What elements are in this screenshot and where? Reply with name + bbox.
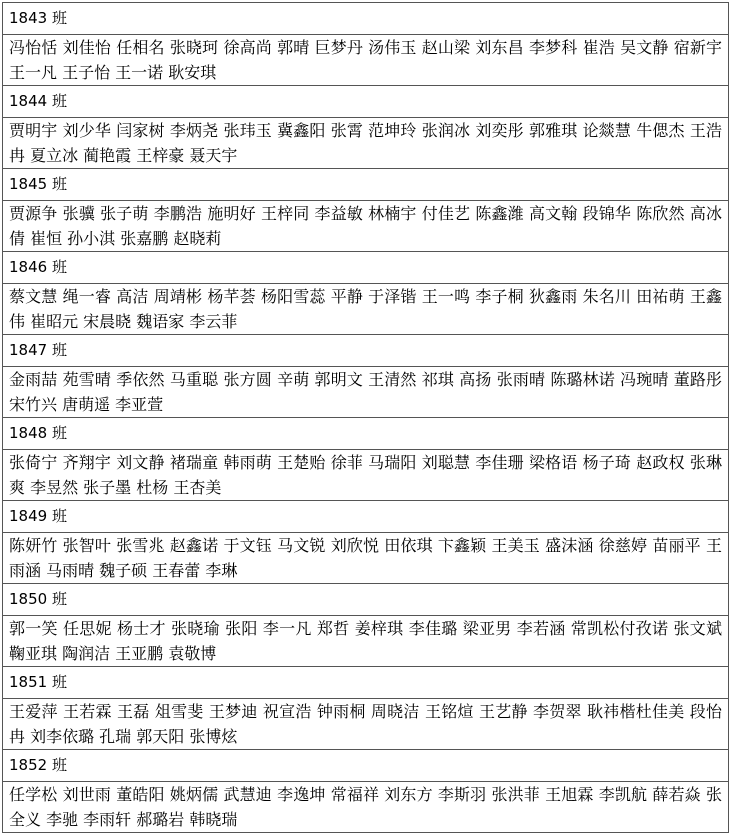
class-name: 1847 班 xyxy=(3,335,729,367)
student-names: 蔡文慧 绳一睿 高洁 周靖彬 杨芊荟 杨阳雪蕊 平静 于泽锴 王一鸣 李子桐 狄鑫雨 朱名川 田祐萌 王鑫伟 崔昭元 宋晨晓 魏语家 李云菲 xyxy=(3,284,729,335)
student-names-row xyxy=(3,450,729,501)
student-names-row xyxy=(3,616,729,667)
class-header-row xyxy=(3,584,729,616)
class-name: 1850 班 xyxy=(3,584,729,616)
student-names-row xyxy=(3,284,729,335)
student-names: 任学松 刘世雨 董皓阳 姚炳儒 武慧迪 李逸坤 常福祥 刘东方 李斯羽 张洪菲 王旭霖 李凯航 薛若焱 张全义 李驰 李雨轩 郝璐岩 韩晓瑞 xyxy=(3,782,729,833)
class-roster-table xyxy=(2,2,729,833)
class-header-row xyxy=(3,418,729,450)
class-name: 1849 班 xyxy=(3,501,729,533)
class-name: 1848 班 xyxy=(3,418,729,450)
student-names: 张倚宁 齐翔宇 刘文静 褚瑞童 韩雨萌 王楚贻 徐菲 马瑞阳 刘聪慧 李佳珊 梁格语 杨子琦 赵政权 张琳爽 李昱然 张子墨 杜杨 王杏美 xyxy=(3,450,729,501)
class-header-row xyxy=(3,335,729,367)
student-names-row xyxy=(3,699,729,750)
student-names: 贾明宇 刘少华 闫家树 李炳尧 张玮玉 冀鑫阳 张霄 范坤玲 张润冰 刘奕彤 郭雅琪 论燚慧 牛偲杰 王浩冉 夏立冰 蔺艳霞 王梓豪 聂天宇 xyxy=(3,118,729,169)
student-names-row xyxy=(3,782,729,833)
class-name: 1845 班 xyxy=(3,169,729,201)
class-name: 1852 班 xyxy=(3,750,729,782)
class-name: 1846 班 xyxy=(3,252,729,284)
class-header-row xyxy=(3,501,729,533)
student-names-row xyxy=(3,118,729,169)
student-names-row xyxy=(3,35,729,86)
class-name: 1844 班 xyxy=(3,86,729,118)
student-names-row xyxy=(3,201,729,252)
student-names-row xyxy=(3,533,729,584)
student-names: 冯怡恬 刘佳怡 任相名 张晓珂 徐高尚 郭晴 巨梦丹 汤伟玉 赵山梁 刘东昌 李梦科 崔浩 吴文静 宿新宇 王一凡 王子怡 王一诺 耿安琪 xyxy=(3,35,729,86)
class-header-row xyxy=(3,169,729,201)
class-header-row xyxy=(3,252,729,284)
student-names: 贾源争 张骥 张子萌 李鹏浩 施明好 王梓同 李益敏 林楠宇 付佳艺 陈鑫潍 高文翰 段锦华 陈欣然 高冰倩 崔恒 孙小淇 张嘉鹏 赵晓莉 xyxy=(3,201,729,252)
student-names: 金雨喆 苑雪晴 季依然 马重聪 张方圆 辛萌 郭明文 王清然 祁琪 高扬 张雨晴 陈璐林诺 冯琬晴 董路彤 宋竹兴 唐萌遥 李亚萱 xyxy=(3,367,729,418)
class-header-row xyxy=(3,667,729,699)
class-header-row xyxy=(3,750,729,782)
student-names: 陈妍竹 张智叶 张雪兆 赵鑫诺 于文钰 马文锐 刘欣悦 田依琪 卞鑫颖 王美玉 盛沫涵 徐慈婷 苗丽平 王雨涵 马雨晴 魏子硕 王春蕾 李琳 xyxy=(3,533,729,584)
student-names-row xyxy=(3,367,729,418)
class-name: 1843 班 xyxy=(3,3,729,35)
class-name: 1851 班 xyxy=(3,667,729,699)
class-header-row xyxy=(3,3,729,35)
student-names: 王爱萍 王若霖 王磊 俎雪斐 王梦迪 祝宣浩 钟雨桐 周晓洁 王铭煊 王艺静 李贺翠 耿祎楷杜佳美 段怡冉 刘李依璐 孔瑞 郭天阳 张博炫 xyxy=(3,699,729,750)
class-header-row xyxy=(3,86,729,118)
student-names: 郭一笑 任思妮 杨士才 张晓瑜 张阳 李一凡 郑哲 姜梓琪 李佳璐 梁亚男 李若涵 常凯松付孜诺 张文斌 鞠亚琪 陶润洁 王亚鹏 袁敬博 xyxy=(3,616,729,667)
